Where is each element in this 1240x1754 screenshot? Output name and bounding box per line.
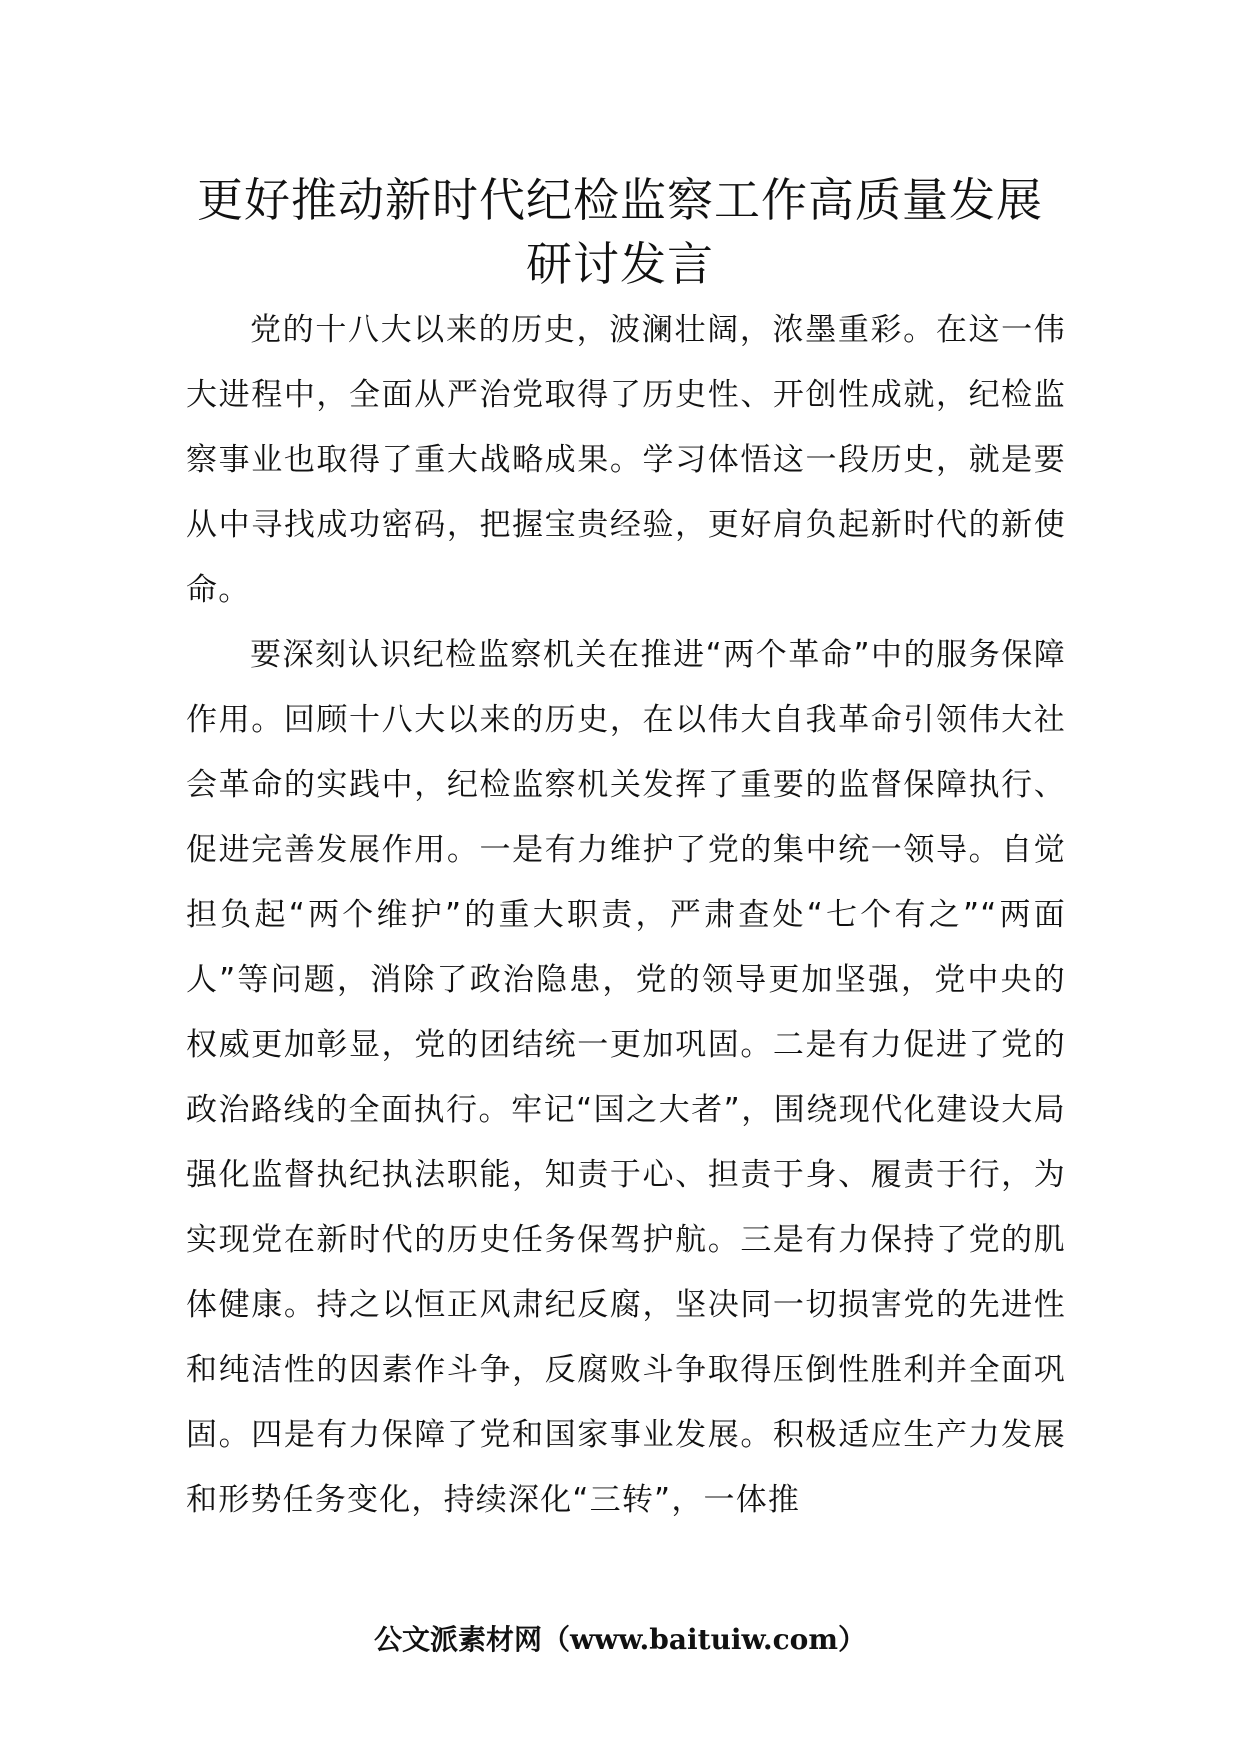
paragraph-2: 要深刻认识纪检监察机关在推进“两个革命”中的服务保障作用。回顾十八大以来的历史，在以伟大自我革命引领伟大社会革命的实践中，纪检监察机关发挥了重要的监督保障执行、促进完善发展作用。一是有力维护了党的集中统一领导。自觉担负起“两个维护”的重大职责，严肃查处“七个有之”“两面人”等问题，消除了政治隐患，党的领导更加坚强，党中央的权威更加彰显，党的团结统一更加巩固。二是有力促进了党的政治路线的全面执行。牢记“国之大者”，围绕现代化建设大局强化监督执纪执法职能，知责于心、担责于身、履责于行，为实现党在新时代的历史任务保驾护航。三是有力保持了党的肌体健康。持之以恒正风肃纪反腐，坚决同一切损害党的先进性和纯洁性的因素作斗争，反腐败斗争取得压倒性胜利并全面巩固。四是有力保障了党和国家事业发展。积极适应生产力发展和形势任务变化，持续深化“三转”，一体推 bbox=[186, 637, 1066, 1518]
document-title-line-1: 更好推动新时代纪检监察工作高质量发展 bbox=[197, 173, 1043, 227]
watermark-footer: 公文派素材网（www.baituiw.com） bbox=[374, 1623, 866, 1656]
document-title-line-2: 研讨发言 bbox=[526, 237, 714, 291]
document-body bbox=[186, 298, 1066, 1533]
paragraph-1: 党的十八大以来的历史，波澜壮阔，浓墨重彩。在这一伟大进程中，全面从严治党取得了历史性、开创性成就，纪检监察事业也取得了重大战略成果。学习体悟这一段历史，就是要从中寻找成功密码，把握宝贵经验，更好肩负起新时代的新使命。 bbox=[186, 312, 1066, 608]
